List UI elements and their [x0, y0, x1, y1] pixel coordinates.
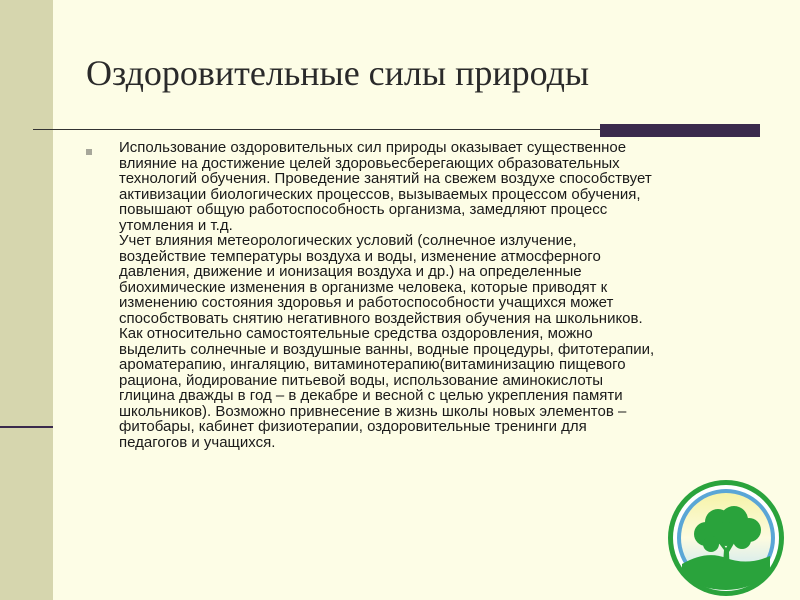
body-line: глицина дважды в год – в декабре и весной с целью укрепления памяти [119, 387, 623, 404]
body-line: повышают общую работоспособность организма, замедляют процесс [119, 201, 608, 218]
slide-title: Оздоровительные силы природы [86, 53, 590, 93]
body-line: воздействие температуры воздуха и воды, изменение атмосферного [119, 247, 601, 265]
body-line: технологий обучения. Проведение занятий на свежем воздухе способствует [119, 170, 652, 187]
body-line: выделить солнечные и воздушные ванны, водные процедуры, фитотерапии, [119, 340, 655, 358]
body-line: утомления и т.д. [119, 216, 233, 234]
body-line: активизации биологических процессов, вызываемых процессом обучения, [119, 185, 641, 203]
tree-health-logo-icon [666, 478, 786, 598]
body-line: Учет влияния метеорологических условий (солнечное излучение, [119, 232, 577, 249]
body-line: фитобары, кабинет физиотерапии, оздоровительные тренинги для [119, 418, 587, 435]
square-bullet-icon [86, 149, 92, 155]
bullet-text [119, 140, 654, 450]
body-line: Использование оздоровительных сил природы оказывает существенное [119, 139, 627, 156]
body-line: способствовать снятию негативного воздействия обучения на школьников. [119, 309, 643, 327]
title-divider-bar [600, 124, 760, 137]
body-line: педагогов и учащихся. [119, 433, 276, 451]
body-line: школьников). Возможно привнесение в жизнь школы новых элементов – [119, 402, 627, 420]
side-band-accent-line [0, 426, 53, 428]
body-line: рациона, йодирование питьевой воды, использование аминокислоты [119, 371, 604, 389]
body-line: ароматерапию, ингаляцию, витаминотерапию(витаминизацию пищевого [119, 356, 626, 373]
body-line: влияние на достижение целей здоровьесберегающих образовательных [119, 154, 620, 172]
body-line: биохимические изменения в организме человека, которые приводят к [119, 278, 608, 296]
side-band [0, 0, 53, 600]
bullet-item [86, 140, 758, 450]
body-line: Как относительно самостоятельные средства оздоровления, можно [119, 325, 593, 342]
body-line: давления, движение и ионизация воздуха и др.) на определенные [119, 263, 582, 280]
body-line: изменению состояния здоровья и работоспособности учащихся может [119, 294, 614, 311]
